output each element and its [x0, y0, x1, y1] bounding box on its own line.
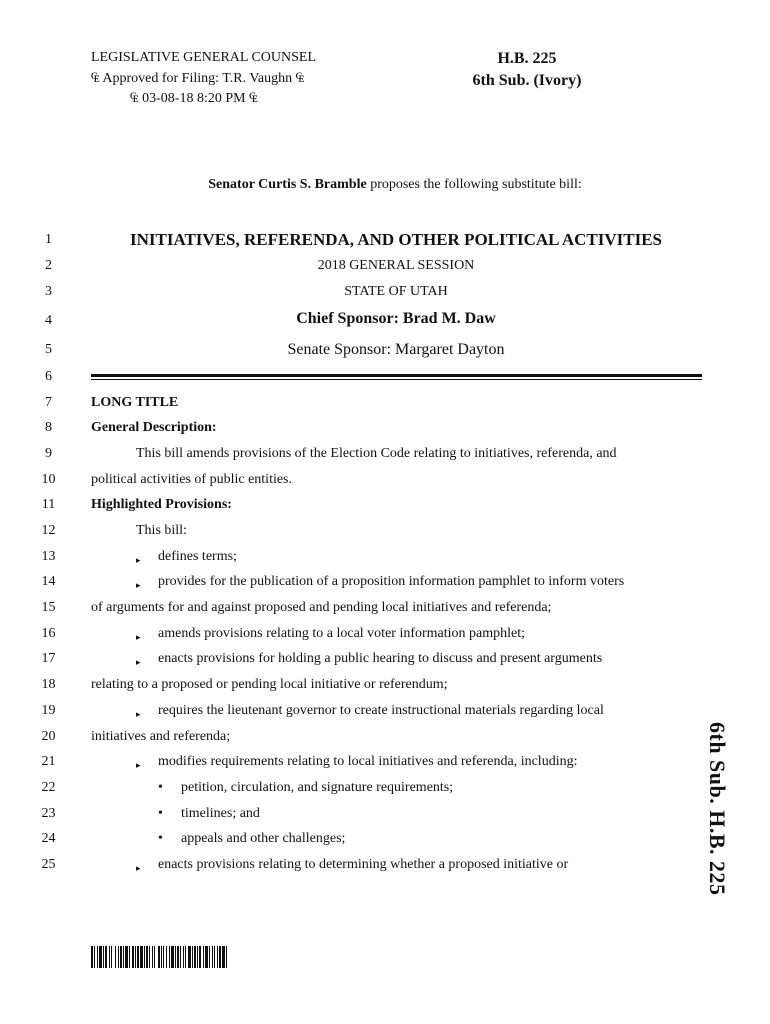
line-text: provides for the publication of a proposition information pamphlet to inform voters	[158, 574, 625, 589]
line-1	[0, 230, 720, 252]
line-number: 4	[45, 313, 52, 328]
line-number: 19	[41, 703, 56, 718]
line-text: modifies requirements relating to local initiatives and referenda, including:	[158, 754, 578, 769]
state: STATE OF UTAH	[344, 284, 448, 299]
line-5	[0, 342, 720, 364]
line-3	[0, 284, 720, 306]
line-number: 7	[45, 395, 52, 410]
line-number: 16	[41, 626, 56, 641]
line-text: This bill amends provisions of the Election Code relating to initiatives, referenda, and	[136, 446, 617, 461]
line-13	[0, 549, 720, 571]
bill-number: H.B. 225	[497, 50, 557, 67]
line-9	[0, 446, 720, 468]
line-number: 13	[41, 549, 56, 564]
proposer-text: proposes the following substitute bill:	[366, 177, 582, 192]
session: 2018 GENERAL SESSION	[317, 258, 475, 273]
bill-identifier	[452, 48, 602, 92]
triangle-bullet-icon: ▸	[136, 760, 141, 770]
dot-bullet-icon: •	[158, 806, 163, 821]
line-text: enacts provisions for holding a public hearing to discuss and present arguments	[158, 651, 603, 666]
dot-bullet-icon: •	[158, 780, 163, 795]
line-text: defines terms;	[158, 549, 237, 564]
line-text: initiatives and referenda;	[91, 729, 231, 744]
line-number: 2	[45, 258, 52, 273]
line-15	[0, 600, 720, 622]
line-number: 15	[41, 600, 56, 615]
triangle-bullet-icon: ▸	[136, 632, 141, 642]
line-number: 11	[41, 497, 56, 512]
highlighted-provisions-heading: Highlighted Provisions:	[91, 497, 232, 512]
line-number: 20	[41, 729, 56, 744]
line-number: 3	[45, 284, 52, 299]
senate-sponsor: Senate Sponsor: Margaret Dayton	[287, 341, 505, 358]
line-22	[0, 780, 720, 802]
chief-sponsor: Chief Sponsor: Brad M. Daw	[296, 310, 496, 327]
triangle-bullet-icon: ▸	[136, 657, 141, 667]
line-14	[0, 574, 720, 596]
divider-rule-bottom	[91, 379, 702, 380]
line-number: 24	[41, 831, 56, 846]
line-text: amends provisions relating to a local voter information pamphlet;	[158, 626, 526, 641]
line-text: enacts provisions relating to determining whether a proposed initiative or	[158, 857, 569, 872]
line-7	[0, 395, 720, 417]
line-number: 5	[45, 342, 52, 357]
line-12	[0, 523, 720, 545]
line-19	[0, 703, 720, 725]
line-number: 10	[41, 472, 56, 487]
line-21	[0, 754, 720, 776]
line-number: 22	[41, 780, 56, 795]
triangle-bullet-icon: ▸	[136, 555, 141, 565]
line-number: 9	[45, 446, 52, 461]
line-10	[0, 472, 720, 494]
side-bill-label: 6th Sub. H.B. 225	[705, 722, 730, 896]
line-number: 25	[41, 857, 56, 872]
line-11	[0, 497, 720, 519]
general-description-heading: General Description:	[91, 420, 217, 435]
line-number: 14	[41, 574, 56, 589]
line-text: appeals and other challenges;	[181, 831, 346, 846]
line-text: political activities of public entities.	[91, 472, 293, 487]
line-number: 21	[41, 754, 56, 769]
line-text: This bill:	[136, 523, 187, 538]
bill-title: INITIATIVES, REFERENDA, AND OTHER POLITICAL ACTIVITIES	[129, 230, 662, 249]
divider-rule-top	[91, 374, 702, 377]
line-number: 6	[45, 369, 52, 384]
line-6	[0, 369, 720, 391]
line-4	[0, 310, 720, 332]
long-title-heading: LONG TITLE	[91, 395, 179, 410]
line-text: relating to a proposed or pending local initiative or referendum;	[91, 677, 448, 692]
line-number: 18	[41, 677, 56, 692]
line-18	[0, 677, 720, 699]
line-number: 1	[45, 232, 52, 247]
triangle-bullet-icon: ▸	[136, 709, 141, 719]
line-20	[0, 729, 720, 751]
line-2	[0, 258, 720, 280]
line-text: of arguments for and against proposed and pending local initiatives and referenda;	[91, 600, 552, 615]
counsel-line-3: ₠ 03-08-18 8:20 PM ₠	[130, 91, 258, 106]
dot-bullet-icon: •	[158, 831, 163, 846]
proposer-line	[0, 177, 770, 193]
line-8	[0, 420, 720, 442]
legislative-counsel-stamp	[91, 48, 316, 110]
proposer-name: Senator Curtis S. Bramble	[208, 177, 367, 192]
triangle-bullet-icon: ▸	[136, 580, 141, 590]
line-number: 17	[41, 651, 56, 666]
line-24	[0, 831, 720, 853]
barcode-icon	[91, 946, 286, 968]
line-text: requires the lieutenant governor to create instructional materials regarding local	[158, 703, 604, 718]
line-text: petition, circulation, and signature requirements;	[181, 780, 454, 795]
line-23	[0, 806, 720, 828]
triangle-bullet-icon: ▸	[136, 863, 141, 873]
line-number: 23	[41, 806, 56, 821]
counsel-line-2: ₠ Approved for Filing: T.R. Vaughn ₠	[91, 70, 305, 86]
line-17	[0, 651, 720, 673]
line-text: timelines; and	[181, 806, 260, 821]
bill-substitute: 6th Sub. (Ivory)	[472, 72, 582, 89]
line-25	[0, 857, 720, 879]
line-16	[0, 626, 720, 648]
counsel-line-1: LEGISLATIVE GENERAL COUNSEL	[91, 50, 317, 65]
line-number: 12	[41, 523, 56, 538]
line-number: 8	[45, 420, 52, 435]
